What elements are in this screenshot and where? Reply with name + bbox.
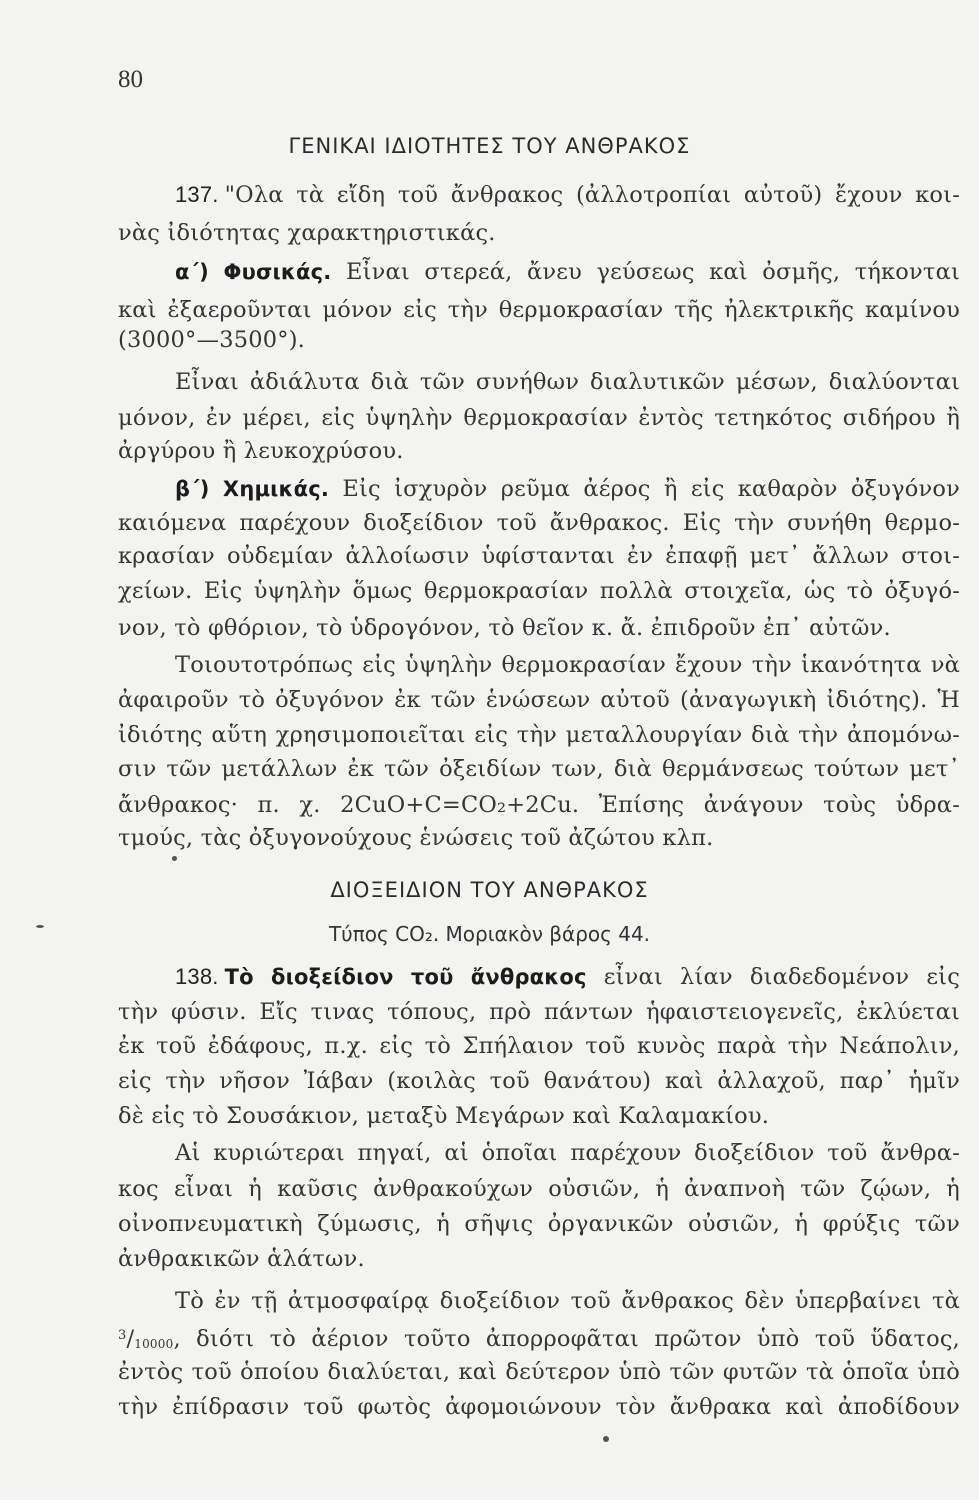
physical-label: α΄) Φυσικάς. xyxy=(175,260,332,284)
formula-line: Τύπος CO₂. Μοριακὸν βάρος 44. xyxy=(328,922,651,946)
section-heading-carbon-properties: ΓΕΝΙΚΑΙ ΙΔΙΟΤΗΤΕΣ ΤΟΥ ΑΝΘΡΑΚΟΣ xyxy=(288,134,691,158)
reducing-line-2: ἀφαιροῦν τὸ ὀξυγόνον ἐκ τῶν ἑνώσεων αὐτοῦ (ἀναγωγικὴ ἰδιότης). Ἡ xyxy=(118,687,960,713)
fraction-numerator: 3 xyxy=(118,1328,127,1343)
paragraph-number: 138. xyxy=(175,964,219,989)
sources-line-4: ἀνθρακικῶν ἁλάτων. xyxy=(118,1246,365,1272)
scan-speck xyxy=(36,925,44,928)
scan-speck xyxy=(603,1436,609,1442)
paragraph-138-line-1: 138. Τὸ διοξείδιον τοῦ ἄνθρακος εἶναι λίαν διαδεδομένον εἰς xyxy=(175,964,960,990)
sources-line-2: κος εἶναι ἡ καῦσις ἀνθρακούχων οὐσιῶν, ἡ ἀναπνοὴ τῶν ζῴων, ἡ xyxy=(118,1176,960,1202)
reducing-line-6: τμούς, τὰς ὀξυγονούχους ἑνώσεις τοῦ ἀζώτου κλπ. xyxy=(118,825,714,851)
sources-line-1: Αἱ κυριώτεραι πηγαί, αἱ ὁποῖαι παρέχουν διοξείδιον τοῦ ἄνθρα- xyxy=(175,1140,960,1166)
paragraph-number: 137. xyxy=(175,182,219,207)
insoluble-line-1: Εἶναι ἀδιάλυτα διὰ τῶν συνήθων διαλυτικῶν μέσων, διαλύονται xyxy=(175,369,960,395)
page-number: 80 xyxy=(118,66,143,93)
paragraph-137-line-2: νὰς ἰδιότητας χαρακτηριστικάς. xyxy=(118,220,496,246)
chemical-properties-line-5: νον, τὸ φθόριον, τὸ ὑδρογόνον, τὸ θεῖον κ. ἄ. ἐπιδροῦν ἐπ᾽ αὐτῶν. xyxy=(118,615,891,641)
sources-line-3: οἰνοπνευματικὴ ζύμωσις, ἡ σῆψις ὀργανικῶν οὐσιῶν, ἡ φρύξις τῶν xyxy=(118,1211,960,1237)
atmosphere-line-1: Τὸ ἐν τῇ ἀτμοσφαίρᾳ διοξείδιον τοῦ ἄνθρακος δὲν ὑπερβαίνει τὰ xyxy=(175,1288,960,1314)
paragraph-138-line-2: τὴν φύσιν. Εἴς τινας τόπους, πρὸ πάντων ἡφαιστειογενεῖς, ἐκλύεται xyxy=(118,999,960,1025)
paragraph-138-line-3: ἐκ τοῦ ἐδάφους, π.χ. εἰς τὸ Σπήλαιον τοῦ κυνὸς παρὰ τὴν Νεάπολιν, xyxy=(118,1033,960,1059)
reducing-line-3: ἰδιότης αὕτη χρησιμοποιεῖται εἰς τὴν μεταλλουργίαν διὰ τὴν ἀπομόνω- xyxy=(118,722,960,748)
atmosphere-line-4: τὴν ἐπίδρασιν τοῦ φωτὸς ἀφομοιώνουν τὸν ἄνθρακα καὶ ἀποδίδουν xyxy=(118,1394,960,1420)
paragraph-137-line-1: 137. "Ολα τὰ εἴδη τοῦ ἄνθρακος (ἀλλοτροπίαι αὐτοῦ) ἔχουν κοι- xyxy=(175,182,960,208)
insoluble-line-3: ἀργύρου ἢ λευκοχρύσου. xyxy=(118,438,404,464)
chemical-label: β΄) Χημικάς. xyxy=(175,477,330,501)
chemical-properties-line-4: χείων. Εἰς ὑψηλὴν ὅμως θερμοκρασίαν πολλὰ στοιχεῖα, ὡς τὸ ὀξυγό- xyxy=(118,578,960,604)
carbon-dioxide-term: Τὸ διοξείδιον τοῦ ἄνθρακος xyxy=(224,965,587,989)
reducing-line-4: σιν τῶν μετάλλων ἐκ τῶν ὀξειδίων των, διὰ θερμάνσεως τούτων μετ᾽ xyxy=(118,756,960,782)
paragraph-138-line-5: δὲ εἰς τὸ Σουσάκιον, μεταξὺ Μεγάρων καὶ Καλαμακίου. xyxy=(118,1103,770,1129)
atmosphere-line-2: $^3$/10000, διότι τὸ ἀέριον τοῦτο ἀπορροφᾶται πρῶτον ὑπὸ τοῦ ὕδατος, xyxy=(118,1326,960,1352)
chemical-properties-line-3: κρασίαν οὐδεμίαν ἀλλοίωσιν ὑφίστανται ἐν ἐπαφῇ μετ᾽ ἄλλων στοι- xyxy=(118,543,960,569)
paragraph-138-line-4: εἰς τὴν νῆσον Ἰάβαν (κοιλὰς τοῦ θανάτου) καὶ ἀλλαχοῦ, παρ᾽ ἡμῖν xyxy=(118,1068,960,1094)
fraction-denominator: 10000 xyxy=(134,1337,174,1351)
chemical-properties-line-1: β΄) Χημικάς. Εἰς ἰσχυρὸν ρεῦμα ἀέρος ἢ εἰς καθαρὸν ὀξυγόνον xyxy=(175,476,960,502)
physical-properties-line-3: (3000°—3500°). xyxy=(118,327,306,353)
scan-speck xyxy=(172,856,177,861)
physical-properties-line-1: α΄) Φυσικάς. Εἶναι στερεά, ἄνευ γεύσεως καὶ ὀσμῆς, τήκονται xyxy=(175,259,960,285)
atmosphere-line-3: ἐντὸς τοῦ ὁποίου διαλύεται, καὶ δεύτερον ὑπὸ τῶν φυτῶν τὰ ὁποῖα ὑπὸ xyxy=(118,1359,960,1385)
chemical-properties-line-2: καιόμενα παρέχουν διοξείδιον τοῦ ἄνθρακος. Εἰς τὴν συνήθη θερμο- xyxy=(118,510,960,536)
physical-properties-line-2: καὶ ἐξαεροῦνται μόνον εἰς τὴν θερμοκρασίαν τῆς ἠλεκτρικῆς καμίνου xyxy=(118,297,960,323)
section-heading-carbon-dioxide: ΔΙΟΞΕΙΔΙΟΝ ΤΟΥ ΑΝΘΡΑΚΟΣ xyxy=(330,878,649,902)
reducing-line-1: Τοιουτοτρόπως εἰς ὑψηλὴν θερμοκρασίαν ἔχουν τὴν ἱκανότητα νὰ xyxy=(175,652,960,678)
reducing-line-5: ἄνθρακος· π. χ. 2CuO+C=CO₂+2Cu. Ἐπίσης ἀνάγουν τοὺς ὑδρα- xyxy=(118,792,960,818)
insoluble-line-2: μόνον, ἐν μέρει, εἰς ὑψηλὴν θερμοκρασίαν ἐντὸς τετηκότος σιδήρου ἢ xyxy=(118,405,960,431)
